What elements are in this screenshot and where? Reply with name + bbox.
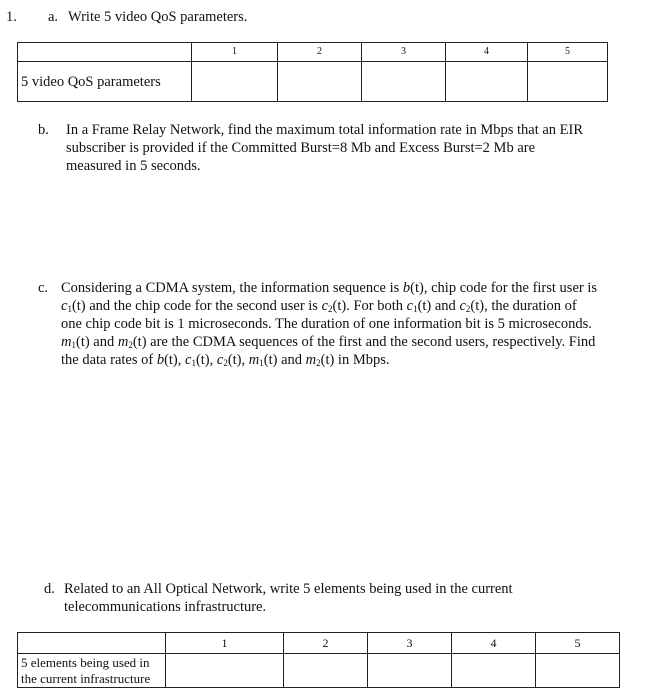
table-row (18, 654, 620, 688)
part-c-text (61, 279, 657, 369)
answer-cell[interactable] (528, 62, 608, 102)
column-number: 3 (362, 43, 446, 62)
column-number: 2 (278, 43, 362, 62)
part-c-line: Considering a CDMA system, the information sequence is b(t), chip code for the first user is (61, 280, 598, 296)
part-b-line: subscriber is provided if the Committed Burst=8 Mb and Excess Burst=2 Mb are (66, 140, 536, 156)
part-c-line: the data rates of b(t), $c_1(t)$, $c_2(t)$, $m_1(t)$ and $m_2(t)$ in Mbps. (61, 352, 390, 368)
table-row (18, 62, 608, 102)
question-number: 1. (6, 9, 17, 25)
row-label: 5 video QoS parameters (18, 62, 192, 102)
answer-cell[interactable] (368, 654, 452, 688)
column-number: 3 (368, 633, 452, 654)
answer-cell[interactable] (536, 654, 620, 688)
part-c-line: $c_1(t)$ and the chip code for the second user is $c_2(t)$. For both $c_1(t)$ and $c_2(t)$, the duration of (61, 298, 577, 314)
part-c-line: one chip code bit is 1 microseconds. The duration of one information bit is 5 microseconds. (61, 316, 592, 332)
part-a-label: a. (48, 9, 59, 25)
answer-cell[interactable] (166, 654, 284, 688)
table-header-row (18, 633, 620, 654)
column-number: 4 (446, 43, 528, 62)
part-d-text (64, 580, 644, 616)
answer-cell[interactable] (362, 62, 446, 102)
part-c-line: $m_1(t)$ and $m_2(t)$ are the CDMA sequences of the first and the second users, respectively. Find (61, 334, 596, 350)
part-b-line: In a Frame Relay Network, find the maximum total information rate in Mbps that an EIR (66, 122, 584, 138)
column-number: 1 (166, 633, 284, 654)
qos-parameters-table (17, 42, 608, 102)
row-label-line: the current infrastructure (21, 670, 151, 686)
part-b-text (66, 121, 656, 175)
part-b-line: measured in 5 seconds. (66, 158, 201, 174)
column-number: 5 (536, 633, 620, 654)
table-corner-cell (18, 43, 192, 62)
part-d-label: d. (44, 581, 55, 597)
part-b-label: b. (38, 122, 49, 138)
column-number: 2 (284, 633, 368, 654)
part-a-text: Write 5 video QoS parameters. (68, 9, 248, 25)
answer-cell[interactable] (452, 654, 536, 688)
column-number: 4 (452, 633, 536, 654)
answer-cell[interactable] (278, 62, 362, 102)
row-label (18, 654, 166, 688)
row-label-line: 5 elements being used in (21, 654, 150, 670)
answer-cell[interactable] (284, 654, 368, 688)
answer-cell[interactable] (446, 62, 528, 102)
part-c-label: c. (38, 280, 49, 296)
answer-cell[interactable] (192, 62, 278, 102)
optical-elements-table (17, 632, 620, 688)
table-corner-cell (18, 633, 166, 654)
table-header-row (18, 43, 608, 62)
column-number: 1 (192, 43, 278, 62)
part-d-line: Related to an All Optical Network, write 5 elements being used in the current (64, 581, 513, 597)
part-d-line: telecommunications infrastructure. (64, 599, 267, 615)
column-number: 5 (528, 43, 608, 62)
